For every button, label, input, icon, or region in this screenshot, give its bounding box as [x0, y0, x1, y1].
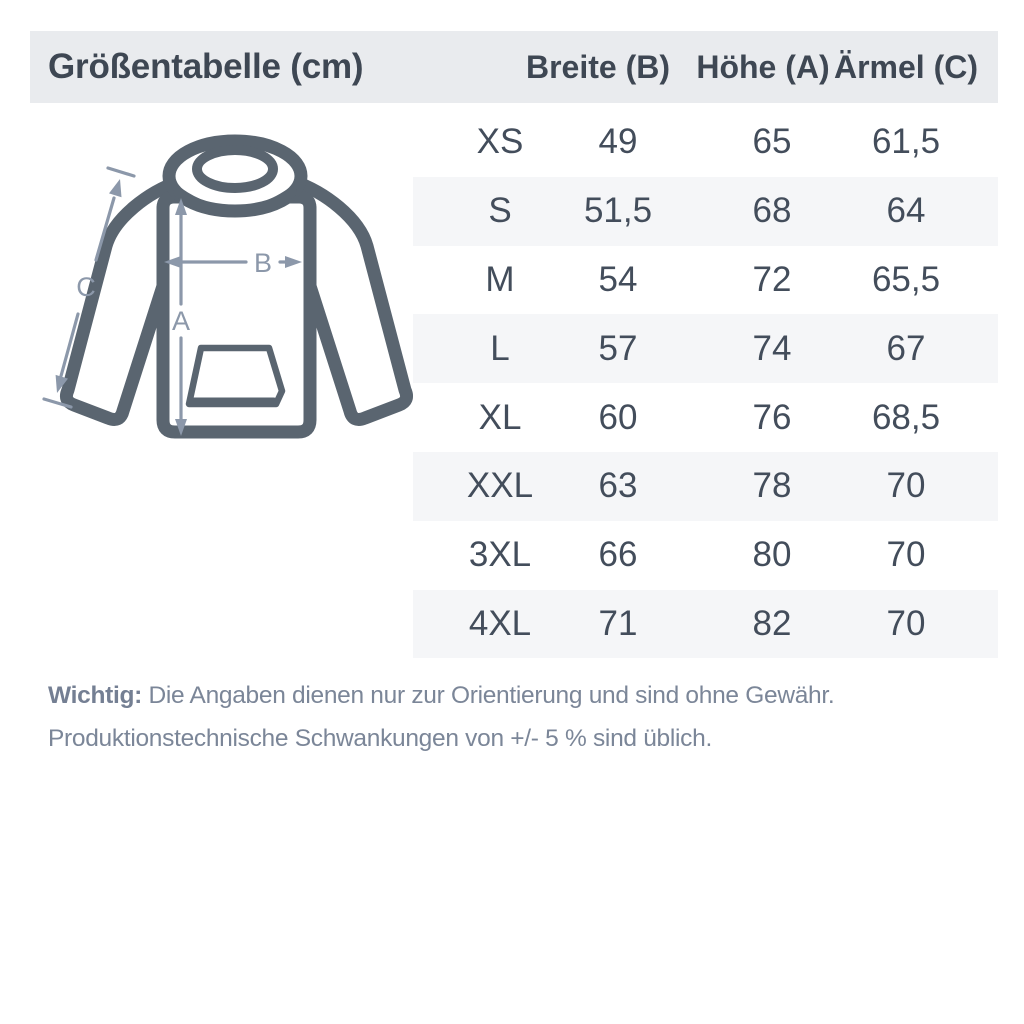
- value-cell: 64: [886, 191, 926, 231]
- value-cell: 51,5: [583, 191, 653, 231]
- page-title: Größentabelle (cm): [48, 47, 364, 86]
- label-c: C: [76, 272, 96, 302]
- value-cell: 65,5: [871, 259, 941, 299]
- table-row: [413, 108, 998, 177]
- hoodie-measurement-diagram: [30, 118, 430, 463]
- value-cell: 72: [752, 259, 792, 299]
- column-header-aermel: Ärmel (C): [833, 48, 979, 85]
- table-row: [413, 246, 998, 315]
- size-label: XS: [476, 122, 524, 162]
- column-header-hoehe: Höhe (A): [696, 48, 830, 85]
- table-row: [413, 521, 998, 590]
- value-cell: 63: [598, 466, 638, 506]
- size-label: 3XL: [468, 535, 532, 575]
- value-cell: 74: [752, 328, 792, 368]
- size-label: XL: [478, 397, 522, 437]
- table-row: [413, 177, 998, 246]
- note-line-2: Produktionstechnische Schwankungen von +/- 5 % sind üblich.: [48, 725, 712, 752]
- size-label: L: [490, 328, 510, 368]
- header-bar: [30, 31, 998, 103]
- value-cell: 68,5: [871, 397, 941, 437]
- value-cell: 65: [752, 122, 792, 162]
- footer-note: [48, 674, 968, 760]
- value-cell: 60: [598, 397, 638, 437]
- value-cell: 70: [886, 466, 926, 506]
- value-cell: 67: [886, 328, 926, 368]
- size-table: [413, 108, 998, 658]
- note-text-1: Die Angaben dienen nur zur Orientierung und sind ohne Gewähr.: [142, 682, 835, 709]
- value-cell: 54: [598, 259, 638, 299]
- value-cell: 71: [598, 603, 638, 643]
- value-cell: 66: [598, 535, 638, 575]
- size-label: 4XL: [468, 603, 532, 643]
- column-header-breite: Breite (B): [525, 48, 671, 85]
- size-label: M: [485, 259, 515, 299]
- note-line-1: [48, 674, 968, 717]
- table-row: [413, 452, 998, 521]
- value-cell: 70: [886, 603, 926, 643]
- value-cell: 68: [752, 191, 792, 231]
- table-row: [413, 314, 998, 383]
- note-lead: Wichtig:: [48, 682, 142, 709]
- value-cell: 61,5: [871, 122, 941, 162]
- value-cell: 49: [598, 122, 638, 162]
- table-row: [413, 590, 998, 659]
- label-a: A: [171, 306, 191, 336]
- value-cell: 57: [598, 328, 638, 368]
- value-cell: 82: [752, 603, 792, 643]
- value-cell: 80: [752, 535, 792, 575]
- label-b: B: [253, 248, 273, 278]
- value-cell: 70: [886, 535, 926, 575]
- size-label: S: [488, 191, 512, 231]
- size-label: XXL: [466, 466, 534, 506]
- table-row: [413, 383, 998, 452]
- value-cell: 76: [752, 397, 792, 437]
- value-cell: 78: [752, 466, 792, 506]
